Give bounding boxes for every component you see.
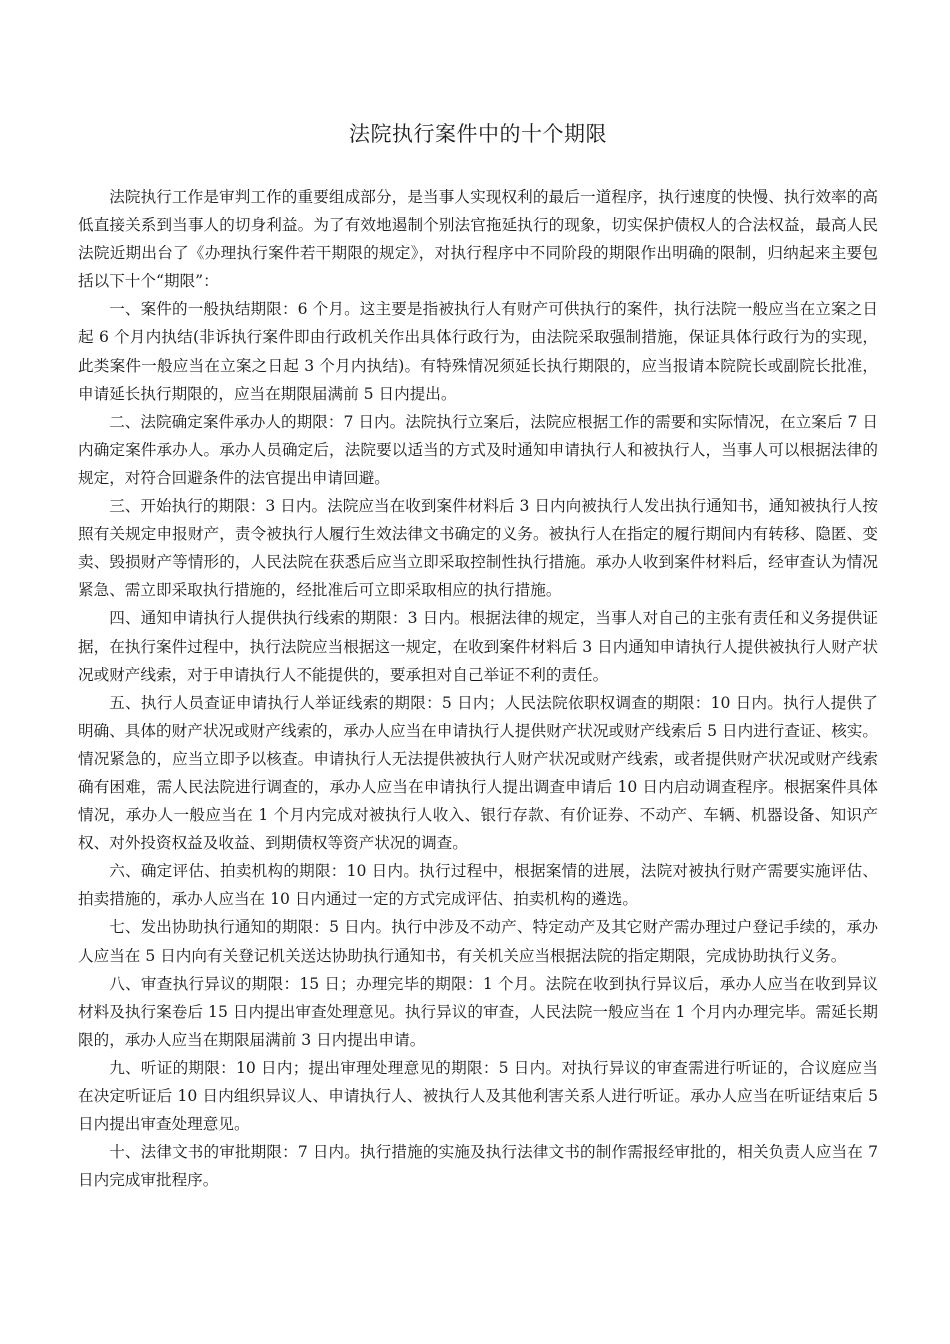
paragraph-8: 八、审查执行异议的期限：15 日；办理完毕的期限：1 个月。法院在收到执行异议后，承办人应当在收到异议材料及执行案卷后 15 日内提出审查处理意见。执行异议的审查，人民法院一般应当在 1 个月内办理完毕。需延长期限的，承办人应当在期限届满前 3 日内提出申请。 (78, 974, 878, 1049)
paragraph-10: 十、法律文书的审批期限：7 日内。执行措施的实施及执行法律文书的制作需报经审批的，相关负责人应当在 7 日内完成审批程序。 (78, 1143, 878, 1190)
document-title: 法院执行案件中的十个期限 (349, 122, 607, 146)
paragraph-1: 一、案件的一般执结期限：6 个月。这主要是指被执行人有财产可供执行的案件，执行法院一般应当在立案之日起 6 个月内执结(非诉执行案件即由行政机关作出具体行政行为，由法院采取强制措施，保证具体行政行为的实现，此类案件一般应当在立案之日起 3 个月内执结)。有特殊情况须延长执行期限的，应当报请本院院长或副院长批准，申请延长执行期限的，应当在期限届满前 5 日内提出。 (78, 300, 878, 403)
document-body (78, 183, 878, 1194)
paragraph-4: 四、通知申请执行人提供执行线索的期限：3 日内。根据法律的规定，当事人对自己的主张有责任和义务提供证据，在执行案件过程中，执行法院应当根据这一规定，在收到案件材料后 3 日内通知申请执行人提供被执行人财产状况或财产线索，对于申请执行人不能提供的，要承担对自己举证不利的责任。 (78, 609, 878, 684)
intro-paragraph: 法院执行工作是审判工作的重要组成部分，是当事人实现权利的最后一道程序，执行速度的快慢、执行效率的高低直接关系到当事人的切身利益。为了有效地遏制个别法官拖延执行的现象，切实保护债权人的合法权益，最高人民法院近期出台了《办理执行案件若干期限的规定》，对执行程序中不同阶段的期限作出明确的限制，归纳起来主要包括以下十个“期限”： (78, 188, 878, 291)
paragraph-7: 七、发出协助执行通知的期限：5 日内。执行中涉及不动产、特定动产及其它财产需办理过户登记手续的，承办人应当在 5 日内向有关登记机关送达协助执行通知书，有关机关应当根据法院的指定期限，完成协助执行义务。 (78, 918, 878, 965)
paragraph-3: 三、开始执行的期限：3 日内。法院应当在收到案件材料后 3 日内向被执行人发出执行通知书，通知被执行人按照有关规定申报财产，责令被执行人履行生效法律文书确定的义务。被执行人在指定的履行期间内有转移、隐匿、变卖、毁损财产等情形的，人民法院在获悉后应当立即采取控制性执行措施。承办人收到案件材料后，经审查认为情况紧急、需立即采取执行措施的，经批准后可立即采取相应的执行措施。 (78, 497, 878, 600)
paragraph-5: 五、执行人员查证申请执行人举证线索的期限：5 日内；人民法院依职权调查的期限：10 日内。执行人提供了明确、具体的财产状况或财产线索的，承办人应当在申请执行人提供财产状况或财产线索后 5 日内进行查证、核实。情况紧急的，应当立即予以核查。申请执行人无法提供被执行人财产状况或财产线索，或者提供财产状况或财产线索确有困难，需人民法院进行调查的，承办人应当在申请执行人提出调查申请后 10 日内启动调查程序。根据案件具体情况，承办人一般应当在 1 个月内完成对被执行人收入、银行存款、有价证券、不动产、车辆、机器设备、知识产权、对外投资权益及收益、到期债权等资产状况的调查。 (78, 693, 878, 853)
paragraph-2: 二、法院确定案件承办人的期限：7 日内。法院执行立案后，法院应根据工作的需要和实际情况，在立案后 7 日内确定案件承办人。承办人员确定后，法院要以适当的方式及时通知申请执行人和被执行人，当事人可以根据法律的规定，对符合回避条件的法官提出申请回避。 (78, 412, 878, 487)
paragraph-9: 九、听证的期限：10 日内；提出审理处理意见的期限：5 日内。对执行异议的审查需进行听证的，合议庭应当在决定听证后 10 日内组织异议人、申请执行人、被执行人及其他利害关系人进行听证。承办人应当在听证结束后 5 日内提出审查处理意见。 (78, 1058, 878, 1134)
document-page (78, 118, 878, 1194)
paragraph-6: 六、确定评估、拍卖机构的期限：10 日内。执行过程中，根据案情的进展，法院对被执行财产需要实施评估、拍卖措施的，承办人应当在 10 日内通过一定的方式完成评估、拍卖机构的遴选。 (78, 862, 878, 909)
